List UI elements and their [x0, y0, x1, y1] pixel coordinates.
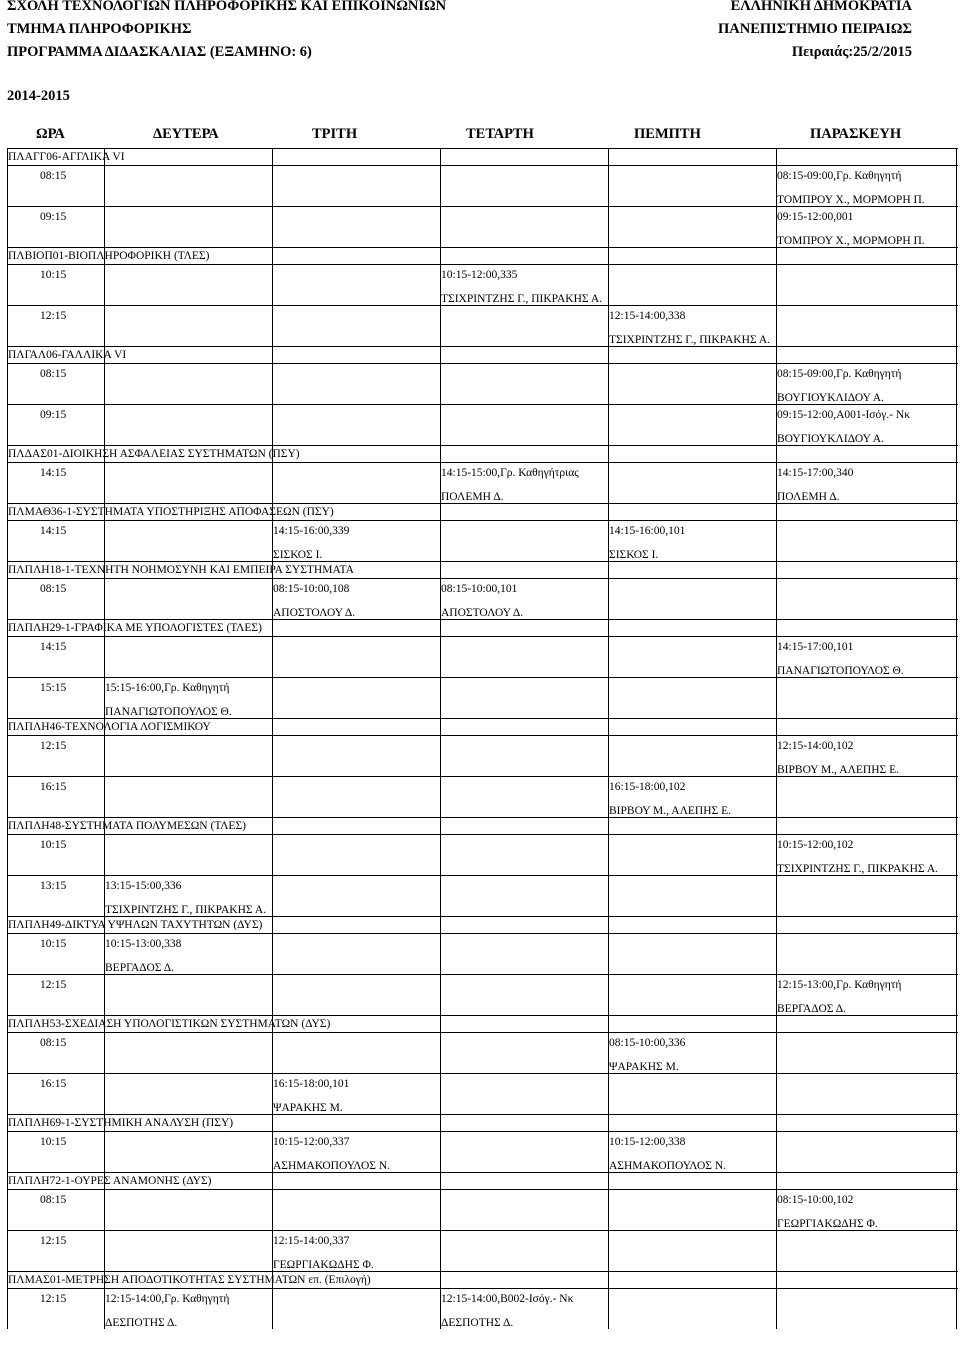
grid-column-divider: [272, 148, 273, 1329]
slot-time: 12:15: [40, 1293, 67, 1305]
course-title: ΠΛΠΛΗ48-ΣΥΣΤΗΜΑΤΑ ΠΟΛΥΜΕΣΩΝ (ΤΛΕΣ): [8, 820, 246, 832]
course-header-row: [7, 1271, 958, 1288]
course-title: ΠΛΠΛΗ53-ΣΧΕΔΙΑΣΗ ΥΠΟΛΟΓΙΣΤΙΚΩΝ ΣΥΣΤΗΜΑΤΩΝ (ΔΥΣ): [8, 1018, 331, 1030]
slot-time: 14:15: [40, 525, 67, 537]
grid-column-divider: [440, 148, 441, 1329]
days-header-row: [0, 126, 960, 144]
instructor-name: ΒΕΡΓΑΔΟΣ Δ.: [777, 1003, 846, 1015]
schedule-cell-monday: [105, 936, 182, 974]
course-title: ΠΛΜΑΘ36-1-ΣΥΣΤΗΜΑΤΑ ΥΠΟΣΤΗΡΙΞΗΣ ΑΠΟΦΑΣΕΩΝ (ΠΣΥ): [8, 506, 334, 518]
schedule-cell-tuesday: [273, 1076, 350, 1114]
instructor-name: ΔΕΣΠΟΤΗΣ Δ.: [441, 1317, 514, 1329]
instructor-name: ΒΟΥΓΙΟΥΚΛΙΔΟΥ Α.: [777, 433, 884, 445]
university-name: ΠΑΝΕΠΙΣΤΗΜΙΟ ΠΕΙΡΑΙΩΣ: [717, 21, 912, 37]
schedule-cell-friday: [777, 738, 900, 776]
class-time-room: 08:15-10:00,101: [441, 583, 518, 595]
slot-time: 16:15: [40, 781, 67, 793]
class-time-room: 08:15-10:00,102: [777, 1194, 854, 1206]
instructor-name: ΑΣΗΜΑΚΟΠΟΥΛΟΣ Ν.: [609, 1160, 727, 1172]
course-title: ΠΛΑΓΓ06-ΑΓΓΛΙΚΑ VI: [8, 151, 125, 163]
slot-time: 08:15: [40, 368, 67, 380]
schedule-cell-friday: [777, 977, 902, 1015]
day-header-wednesday: ΤΕΤΑΡΤΗ: [466, 126, 534, 142]
time-slot-row: [7, 1073, 958, 1114]
course-header-row: [7, 445, 958, 462]
schedule-cell-friday: [777, 407, 911, 445]
instructor-name: ΒΕΡΓΑΔΟΣ Δ.: [105, 962, 174, 974]
instructor-name: ΤΣΙΧΡΙΝΤΖΗΣ Γ., ΠΙΚΡΑΚΗΣ Α.: [105, 904, 267, 916]
course-title: ΠΛΠΛΗ49-ΔΙΚΤΥΑ ΥΨΗΛΩΝ ΤΑΧΥΤΗΤΩΝ (ΔΥΣ): [8, 919, 263, 931]
class-time-room: 09:15-12:00,Α001-Ισόγ.- Νκ: [777, 409, 911, 421]
course-header-row: [7, 1114, 958, 1131]
schedule-cell-thursday: [609, 1134, 727, 1172]
class-time-room: 10:15-12:00,338: [609, 1136, 686, 1148]
class-time-room: 10:15-12:00,337: [273, 1136, 350, 1148]
school-name: ΣΧΟΛΗ ΤΕΧΝΟΛΟΓΙΩΝ ΠΛΗΡΟΦΟΡΙΚΗΣ ΚΑΙ ΕΠΙΚΟΙΝΩΝΙΩΝ: [7, 0, 447, 14]
course-header-row: [7, 503, 958, 520]
instructor-name: ΣΙΣΚΟΣ Ι.: [609, 549, 659, 561]
instructor-name: ΤΟΜΠΡΟΥ Χ., ΜΟΡΜΟΡΗ Π.: [777, 235, 925, 247]
course-title: ΠΛΓΑΛ06-ΓΑΛΛΙΚΑ VI: [8, 349, 127, 361]
time-slot-row: [7, 363, 958, 404]
slot-time: 08:15: [40, 1194, 67, 1206]
instructor-name: ΔΕΣΠΟΤΗΣ Δ.: [105, 1317, 178, 1329]
grid-column-divider: [608, 148, 609, 1329]
course-header-row: [7, 148, 958, 165]
course-header-row: [7, 247, 958, 264]
class-time-room: 12:15-14:00,Γρ. Καθηγητή: [105, 1293, 230, 1305]
instructor-name: ΑΠΟΣΤΟΛΟΥ Δ.: [441, 607, 524, 619]
grid-column-divider: [104, 148, 105, 1329]
time-slot-row: [7, 875, 958, 916]
instructor-name: ΤΣΙΧΡΙΝΤΖΗΣ Γ., ΠΙΚΡΑΚΗΣ Α.: [441, 293, 603, 305]
time-slot-row: [7, 1288, 958, 1329]
time-slot-row: [7, 933, 958, 974]
slot-time: 16:15: [40, 1078, 67, 1090]
slot-time: 12:15: [40, 979, 67, 991]
slot-time: 10:15: [40, 1136, 67, 1148]
grid-column-divider: [776, 148, 777, 1329]
schedule-cell-friday: [777, 168, 925, 206]
class-time-room: 08:15-09:00,Γρ. Καθηγητή: [777, 368, 902, 380]
instructor-name: ΑΣΗΜΑΚΟΠΟΥΛΟΣ Ν.: [273, 1160, 391, 1172]
course-header-row: [7, 1015, 958, 1032]
slot-time: 09:15: [40, 409, 67, 421]
course-title: ΠΛΔΑΣ01-ΔΙΟΙΚΗΣΗ ΑΣΦΑΛΕΙΑΣ ΣΥΣΤΗΜΑΤΩΝ (ΠΣΥ): [8, 448, 300, 460]
course-title: ΠΛΠΛΗ29-1-ΓΡΑΦΙΚΑ ΜΕ ΥΠΟΛΟΓΙΣΤΕΣ (ΤΛΕΣ): [8, 622, 262, 634]
class-time-room: 09:15-12:00,001: [777, 211, 854, 223]
class-time-room: 15:15-16:00,Γρ. Καθηγητή: [105, 682, 230, 694]
class-time-room: 16:15-18:00,101: [273, 1078, 350, 1090]
class-time-room: 08:15-09:00,Γρ. Καθηγητή: [777, 170, 902, 182]
slot-time: 12:15: [40, 740, 67, 752]
schedule-cell-monday: [105, 1291, 230, 1329]
slot-time: 10:15: [40, 269, 67, 281]
class-time-room: 13:15-15:00,336: [105, 880, 182, 892]
schedule-cell-tuesday: [273, 523, 350, 561]
instructor-name: ΒΙΡΒΟΥ Μ., ΑΛΕΠΗΣ Ε.: [609, 805, 732, 817]
slot-time: 10:15: [40, 839, 67, 851]
schedule-cell-thursday: [609, 779, 732, 817]
country-name: ΕΛΛΗΝΙΚΗ ΔΗΜΟΚΡΑΤΙΑ: [730, 0, 912, 14]
time-slot-row: [7, 636, 958, 677]
schedule-cell-wednesday: [441, 267, 603, 305]
class-time-room: 12:15-14:00,337: [273, 1235, 350, 1247]
time-slot-row: [7, 165, 958, 206]
class-time-room: 12:15-14:00,102: [777, 740, 854, 752]
instructor-name: ΒΟΥΓΙΟΥΚΛΙΔΟΥ Α.: [777, 392, 884, 404]
class-time-room: 08:15-10:00,108: [273, 583, 350, 595]
schedule-cell-tuesday: [273, 1233, 374, 1271]
time-slot-row: [7, 677, 958, 718]
instructor-name: ΒΙΡΒΟΥ Μ., ΑΛΕΠΗΣ Ε.: [777, 764, 900, 776]
class-time-room: 14:15-17:00,340: [777, 467, 854, 479]
slot-time: 10:15: [40, 938, 67, 950]
place-date: Πειραιάς:25/2/2015: [791, 44, 912, 60]
day-header-thursday: ΠΕΜΠΤΗ: [634, 126, 701, 142]
class-time-room: 10:15-13:00,338: [105, 938, 182, 950]
day-header-tuesday: ΤΡΙΤΗ: [312, 126, 358, 142]
course-header-row: [7, 619, 958, 636]
slot-time: 08:15: [40, 1037, 67, 1049]
day-header-friday: ΠΑΡΑΣΚΕΥΗ: [810, 126, 902, 142]
schedule-cell-wednesday: [441, 465, 579, 503]
class-time-room: 12:15-14:00,338: [609, 310, 686, 322]
time-slot-row: [7, 776, 958, 817]
course-title: ΠΛΒΙΟΠ01-ΒΙΟΠΛΗΡΟΦΟΡΙΚΗ (ΤΛΕΣ): [8, 250, 210, 262]
instructor-name: ΤΟΜΠΡΟΥ Χ., ΜΟΡΜΟΡΗ Π.: [777, 194, 925, 206]
slot-time: 15:15: [40, 682, 67, 694]
course-header-row: [7, 718, 958, 735]
program-title: ΠΡΟΓΡΑΜΜΑ ΔΙΔΑΣΚΑΛΙΑΣ (ΕΞΑΜΗΝΟ: 6): [7, 44, 312, 60]
class-time-room: 16:15-18:00,102: [609, 781, 686, 793]
schedule-cell-friday: [777, 465, 854, 503]
class-time-room: 10:15-12:00,102: [777, 839, 854, 851]
class-time-room: 14:15-17:00,101: [777, 641, 854, 653]
schedule-cell-friday: [777, 639, 904, 677]
schedule-cell-friday: [777, 1192, 878, 1230]
instructor-name: ΨΑΡΑΚΗΣ Μ.: [609, 1061, 679, 1073]
time-slot-row: [7, 264, 958, 305]
course-header-row: [7, 1172, 958, 1189]
instructor-name: ΠΟΛΕΜΗ Δ.: [441, 491, 504, 503]
time-slot-row: [7, 1230, 958, 1271]
class-time-room: 14:15-16:00,101: [609, 525, 686, 537]
course-title: ΠΛΠΛΗ72-1-ΟΥΡΕΣ ΑΝΑΜΟΝΗΣ (ΔΥΣ): [8, 1175, 212, 1187]
time-slot-row: [7, 1032, 958, 1073]
time-slot-row: [7, 834, 958, 875]
time-slot-row: [7, 735, 958, 776]
day-header-monday: ΔΕΥΤΕΡΑ: [153, 126, 219, 142]
schedule-cell-friday: [777, 209, 925, 247]
academic-year: 2014-2015: [7, 88, 70, 104]
schedule-cell-thursday: [609, 308, 771, 346]
time-slot-row: [7, 974, 958, 1015]
time-slot-row: [7, 305, 958, 346]
instructor-name: ΤΣΙΧΡΙΝΤΖΗΣ Γ., ΠΙΚΡΑΚΗΣ Α.: [609, 334, 771, 346]
course-header-row: [7, 817, 958, 834]
class-time-room: 08:15-10:00,336: [609, 1037, 686, 1049]
class-time-room: 12:15-13:00,Γρ. Καθηγητή: [777, 979, 902, 991]
instructor-name: ΨΑΡΑΚΗΣ Μ.: [273, 1102, 343, 1114]
slot-time: 12:15: [40, 1235, 67, 1247]
slot-time: 08:15: [40, 170, 67, 182]
course-title: ΠΛΜΑΣ01-ΜΕΤΡΗΣΗ ΑΠΟΔΟΤΙΚΟΤΗΤΑΣ ΣΥΣΤΗΜΑΤΩΝ επ. (Επιλογή): [8, 1274, 371, 1286]
department-name: ΤΜΗΜΑ ΠΛΗΡΟΦΟΡΙΚΗΣ: [7, 21, 192, 37]
slot-time: 14:15: [40, 641, 67, 653]
instructor-name: ΓΕΩΡΓΙΑΚΩΔΗΣ Φ.: [273, 1259, 374, 1271]
slot-time: 13:15: [40, 880, 67, 892]
schedule-cell-thursday: [609, 1035, 686, 1073]
grid-column-divider: [7, 148, 8, 1329]
instructor-name: ΠΟΛΕΜΗ Δ.: [777, 491, 840, 503]
slot-time: 08:15: [40, 583, 67, 595]
schedule-cell-wednesday: [441, 581, 524, 619]
slot-time: 12:15: [40, 310, 67, 322]
course-title: ΠΛΠΛΗ18-1-ΤΕΧΝΗΤΗ ΝΟΗΜΟΣΥΝΗ ΚΑΙ ΕΜΠΕΙΡΑ ΣΥΣΤΗΜΑΤΑ: [8, 564, 354, 576]
schedule-cell-friday: [777, 837, 939, 875]
day-header-time: ΩΡΑ: [36, 126, 65, 142]
instructor-name: ΣΙΣΚΟΣ Ι.: [273, 549, 323, 561]
instructor-name: ΤΣΙΧΡΙΝΤΖΗΣ Γ., ΠΙΚΡΑΚΗΣ Α.: [777, 863, 939, 875]
schedule-cell-tuesday: [273, 581, 356, 619]
instructor-name: ΑΠΟΣΤΟΛΟΥ Δ.: [273, 607, 356, 619]
instructor-name: ΠΑΝΑΓΙΩΤΟΠΟΥΛΟΣ Θ.: [105, 706, 232, 718]
schedule-cell-thursday: [609, 523, 686, 561]
course-title: ΠΛΠΛΗ46-ΤΕΧΝΟΛΟΓΙΑ ΛΟΓΙΣΜΙΚΟΥ: [8, 721, 211, 733]
schedule-cell-monday: [105, 878, 267, 916]
schedule-cell-wednesday: [441, 1291, 574, 1329]
time-slot-row: [7, 1131, 958, 1172]
time-slot-row: [7, 520, 958, 561]
course-header-row: [7, 346, 958, 363]
class-time-room: 10:15-12:00,335: [441, 269, 518, 281]
course-title: ΠΛΠΛΗ69-1-ΣΥΣΤΗΜΙΚΗ ΑΝΑΛΥΣΗ (ΠΣΥ): [8, 1117, 234, 1129]
instructor-name: ΠΑΝΑΓΙΩΤΟΠΟΥΛΟΣ Θ.: [777, 665, 904, 677]
course-header-row: [7, 561, 958, 578]
timetable-grid: [7, 148, 958, 1329]
time-slot-row: [7, 578, 958, 619]
class-time-room: 14:15-16:00,339: [273, 525, 350, 537]
instructor-name: ΓΕΩΡΓΙΑΚΩΔΗΣ Φ.: [777, 1218, 878, 1230]
grid-column-divider: [956, 148, 957, 1329]
schedule-cell-tuesday: [273, 1134, 391, 1172]
schedule-cell-friday: [777, 366, 902, 404]
time-slot-row: [7, 404, 958, 445]
time-slot-row: [7, 1189, 958, 1230]
class-time-room: 14:15-15:00,Γρ. Καθηγήτριας: [441, 467, 579, 479]
slot-time: 09:15: [40, 211, 67, 223]
schedule-cell-monday: [105, 680, 232, 718]
time-slot-row: [7, 206, 958, 247]
time-slot-row: [7, 462, 958, 503]
slot-time: 14:15: [40, 467, 67, 479]
class-time-room: 12:15-14:00,Β002-Ισόγ.- Νκ: [441, 1293, 574, 1305]
course-header-row: [7, 916, 958, 933]
